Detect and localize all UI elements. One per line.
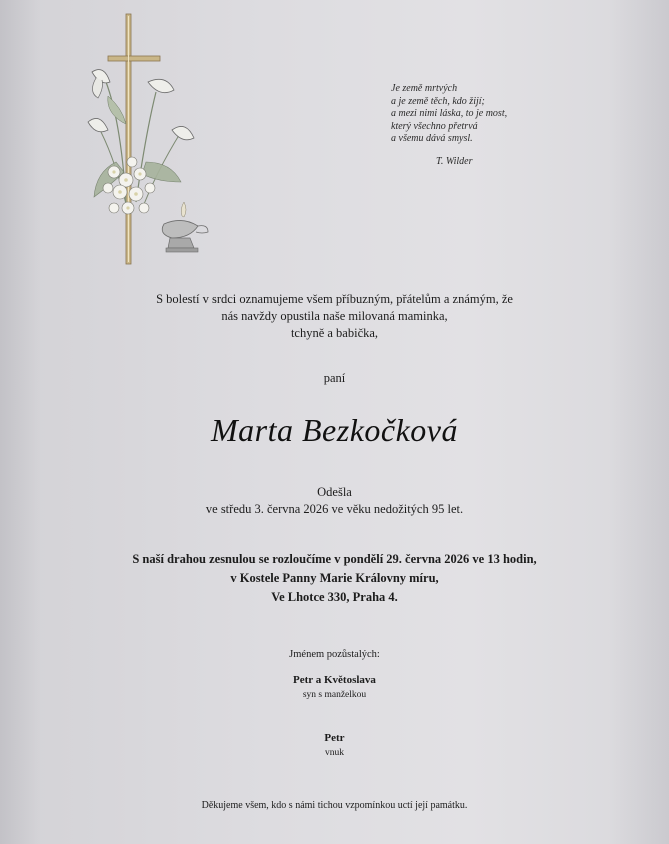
announcement-line: nás navždy opustila naše milovaná maminka,: [221, 309, 448, 323]
mourner-entry: [0, 731, 669, 761]
departure-line: Odešla: [317, 485, 352, 499]
mourner-name: Petr a Květoslava: [293, 674, 376, 686]
departure-line: ve středu 3. června 2026 ve věku nedožitých 95 let.: [205, 502, 464, 516]
announcement-line: tchyně a babička,: [290, 326, 379, 340]
ceremony-line: Ve Lhotce 330, Praha 4.: [271, 590, 398, 604]
ceremony-line: S naší drahou zesnulou se rozloučíme v pondělí 29. června 2026 ve 13 hodin,: [132, 552, 537, 566]
salutation: paní: [323, 371, 346, 385]
poem-quote: [391, 83, 571, 169]
mourner-relation: vnuk: [325, 748, 344, 758]
poem-line: a všemu dává smysl.: [391, 133, 473, 145]
departure-info: [0, 484, 669, 518]
ceremony-line: v Kostele Panny Marie Královny míru,: [230, 571, 439, 585]
poem-author: T. Wilder: [436, 155, 473, 167]
mourner-name: Petr: [324, 732, 345, 744]
poem-line: a je země těch, kdo žijí;: [391, 95, 485, 107]
mourner-entry: [0, 673, 669, 703]
deceased-name: Marta Bezkočková: [210, 412, 458, 448]
cross-with-lilies-icon: [86, 12, 220, 268]
mourner-relation: syn s manželkou: [302, 690, 367, 700]
announcement-line: S bolestí v srdci oznamujeme všem příbuzným, přátelům a známým, že: [156, 292, 513, 306]
ceremony-info: [0, 550, 669, 607]
poem-line: který všechno přetrvá: [391, 120, 478, 132]
poem-line: a mezi nimi láska, to je most,: [391, 108, 508, 120]
on-behalf-label: Jménem pozůstalých:: [289, 649, 380, 660]
thanks-note: Děkujeme všem, kdo s námi tichou vzpomínkou uctí její památku.: [201, 800, 468, 811]
poem-line: Je země mrtvých: [391, 83, 458, 94]
announcement-text: [0, 291, 669, 342]
